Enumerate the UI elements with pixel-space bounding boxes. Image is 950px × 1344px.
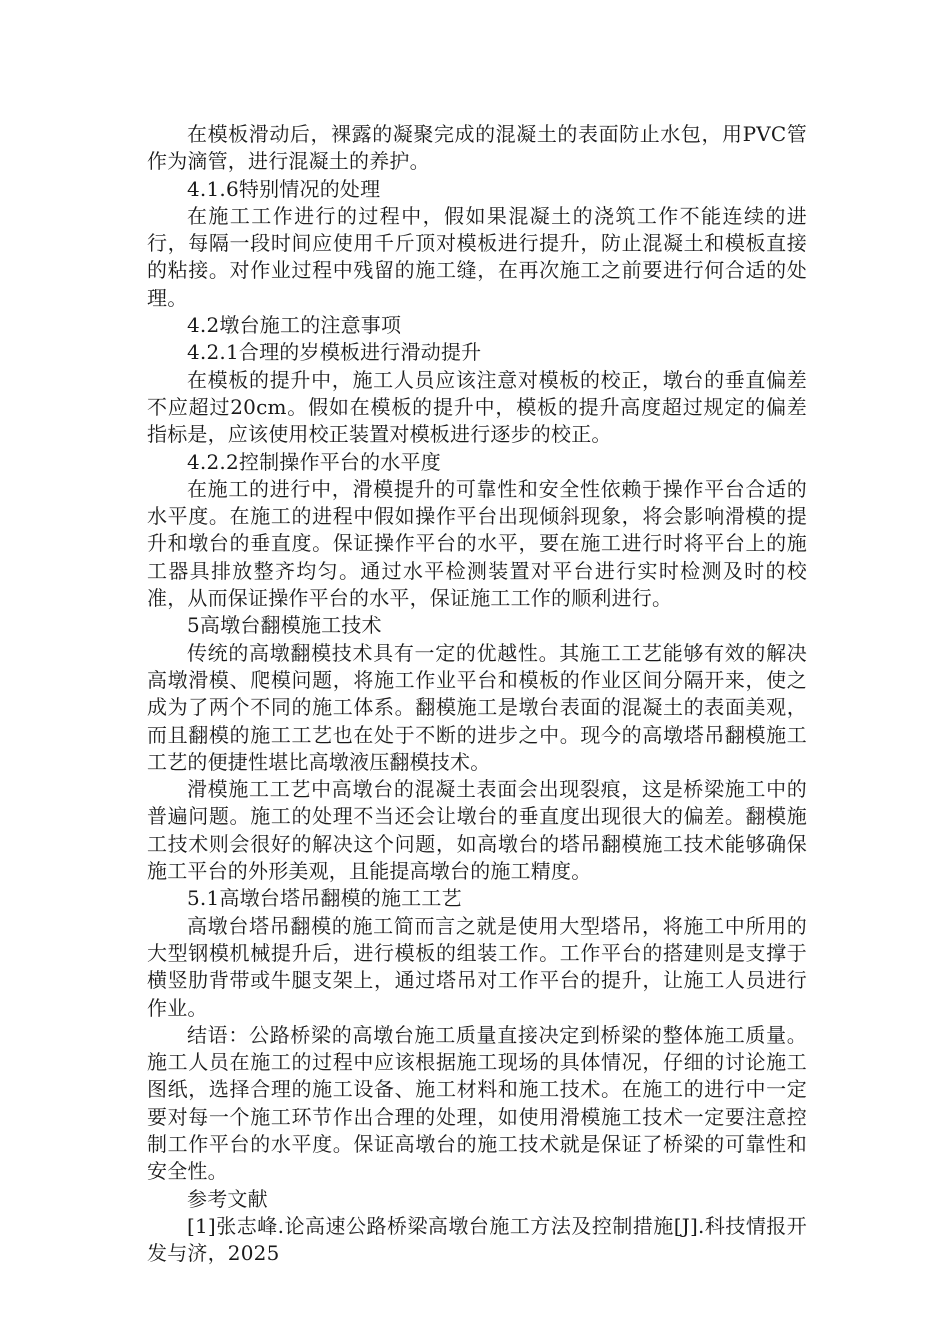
section-heading: 4.1.6特别情况的处理 <box>187 176 381 201</box>
section-heading: 5高墩台翻模施工技术 <box>187 613 382 638</box>
section-heading: 4.2.1合理的岁模板进行滑动提升 <box>187 340 482 365</box>
document-body <box>147 121 807 1267</box>
paragraph: 滑模施工工艺中高墩台的混凝土表面会出现裂痕，这是桥梁施工中的普遍问题。施工的处理不当还会让墩台的垂直度出现很大的偏差。翻模施工技术则会很好的解决这个问题，如高墩台的塔吊翻模施工技术能够确保施工平台的外形美观，且能提高墩台的施工精度。 <box>147 777 807 884</box>
section-heading: 5.1高墩台塔吊翻模的施工工艺 <box>187 886 462 911</box>
paragraph: 在施工工作进行的过程中，假如果混凝土的浇筑工作不能连续的进行，每隔一段时间应使用千斤顶对模板进行提升，防止混凝土和模板直接的粘接。对作业过程中残留的施工缝，在再次施工之前要进行何合适的处理。 <box>147 203 807 310</box>
paragraph: 在施工的进行中，滑模提升的可靠性和安全性依赖于操作平台合适的水平度。在施工的进程中假如操作平台出现倾斜现象，将会影响滑模的提升和墩台的垂直度。保证操作平台的水平，要在施工进行时将平台上的施工器具排放整齐均匀。通过水平检测装置对平台进行实时检测及时的校准，从而保证操作平台的水平，保证施工工作的顺利进行。 <box>147 476 807 611</box>
paragraph: 在模板滑动后，裸露的凝聚完成的混凝土的表面防止水包，用PVC管作为滴管，进行混凝土的养护。 <box>147 122 807 174</box>
reference-item: [1]张志峰.论高速公路桥梁高墩台施工方法及控制措施[J].科技情报开发与济，2025 <box>147 1213 807 1266</box>
section-heading: 4.2墩台施工的注意事项 <box>187 313 402 338</box>
paragraph: 高墩台塔吊翻模的施工简而言之就是使用大型塔吊，将施工中所用的大型钢模机械提升后，进行模板的组装工作。工作平台的搭建则是支撑于横竖肋背带或牛腿支架上，通过塔吊对工作平台的提升，让施工人员进行作业。 <box>147 913 807 1020</box>
conclusion-paragraph: 结语：公路桥梁的高墩台施工质量直接决定到桥梁的整体施工质量。施工人员在施工的过程中应该根据施工现场的具体情况，仔细的讨论施工图纸，选择合理的施工设备、施工材料和施工技术。在施工的进行中一定要对每一个施工环节作出合理的处理，如使用滑模施工技术一定要注意控制工作平台的水平度。保证高墩台的施工技术就是保证了桥梁的可靠性和安全性。 <box>147 1022 807 1184</box>
paragraph: 传统的高墩翻模技术具有一定的优越性。其施工工艺能够有效的解决高墩滑模、爬模问题，将施工作业平台和模板的作业区间分隔开来，使之成为了两个不同的施工体系。翻模施工是墩台表面的混凝土的表面美观，而且翻模的施工工艺也在处于不断的进步之中。现今的高墩塔吊翻模施工工艺的便捷性堪比高墩液压翻模技术。 <box>147 640 807 774</box>
paragraph: 在模板的提升中，施工人员应该注意对模板的校正，墩台的垂直偏差不应超过20cm。假如在模板的提升中，模板的提升高度超过规定的偏差指标是，应该使用校正装置对模板进行逐步的校正。 <box>147 367 807 447</box>
references-heading: 参考文献 <box>187 1186 268 1211</box>
section-heading: 4.2.2控制操作平台的水平度 <box>187 449 441 474</box>
